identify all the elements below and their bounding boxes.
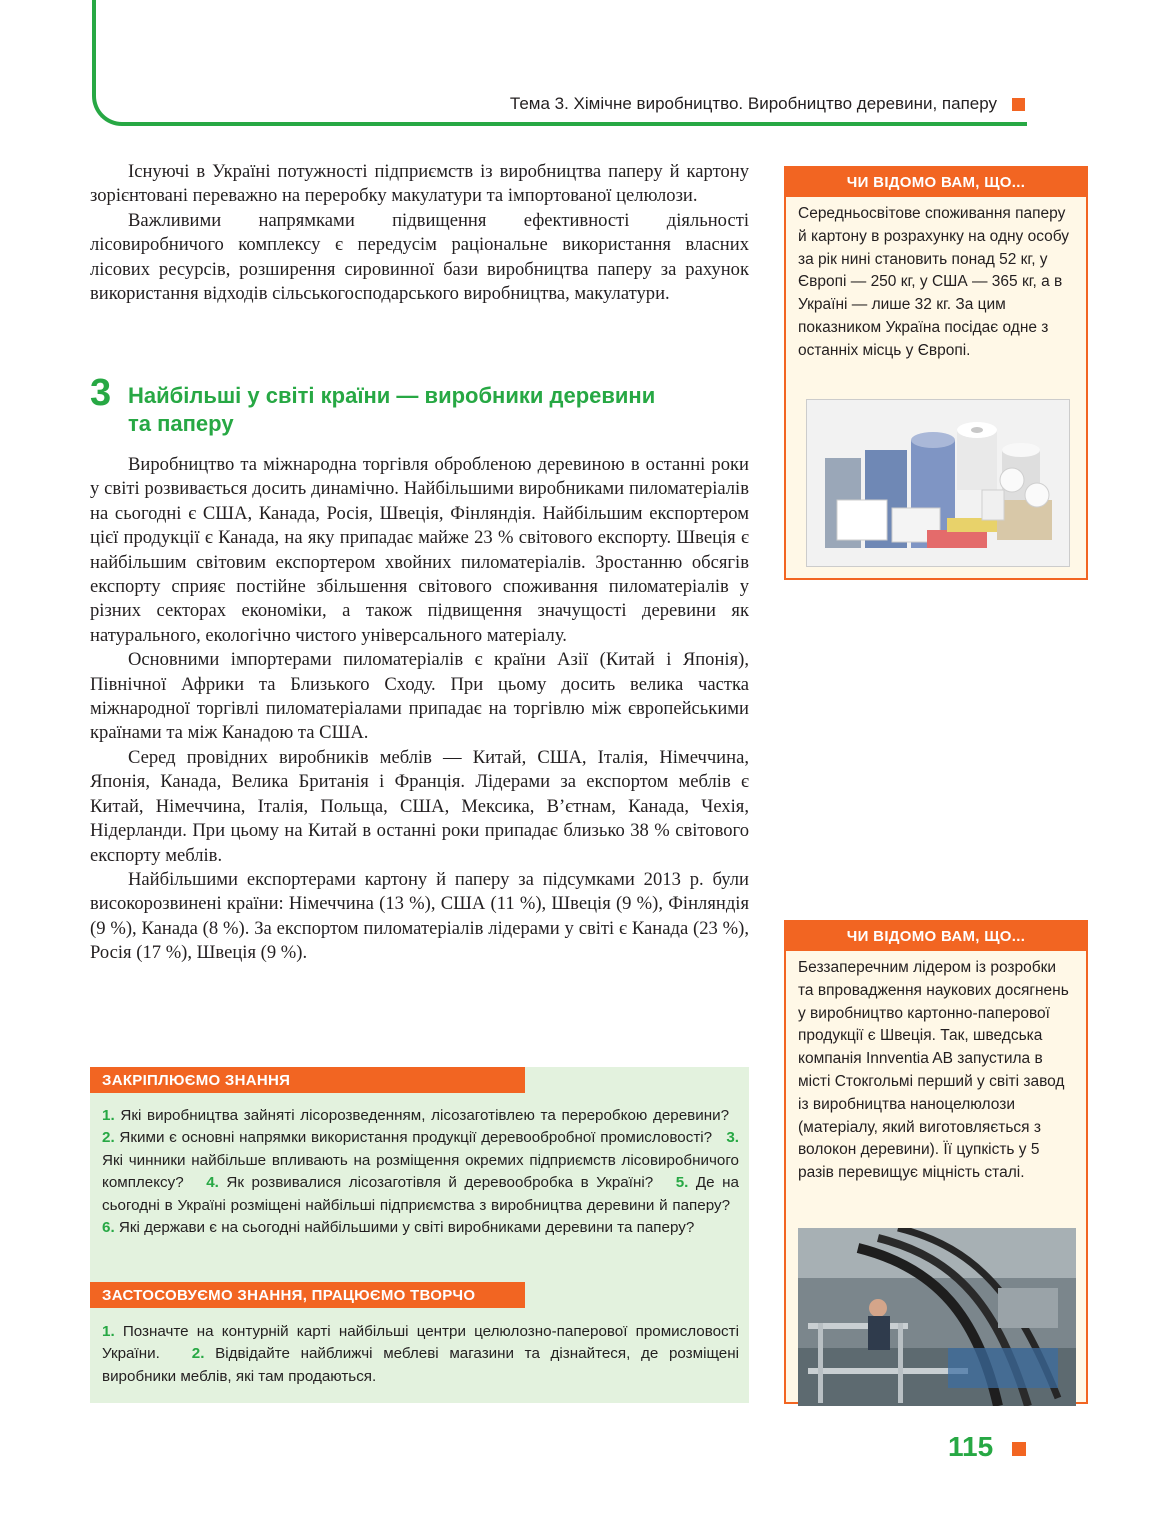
question-text: Якими є основні напрямки використання продукції деревообробної промисловості?: [119, 1129, 713, 1147]
question-text: Які держави є на сьогодні найбільшими у світі виробниками деревини та паперу?: [118, 1219, 695, 1237]
paragraph: Серед провідних виробників меблів — Китай, США, Італія, Німеччина, Японія, Канада, Велика Британія і Франція. Лідерами за експортом меблів є Китай, Німеччина, Італія, Польща, США, Мексика, В’єтнам, Канада, Чехія, Нідерланди. При цьому на Китай в останні роки припадає близько 38 % світового експорту меблів.: [90, 746, 749, 866]
section-title-line2: та паперу: [128, 411, 234, 436]
task-text: Позначте на контурній карті найбільші центри целюлозно-паперової промисловості України.: [102, 1323, 739, 1363]
question-text: Які чинники найбільше впливають на розміщення окремих підприємств лісовиробничого комплексу?: [102, 1151, 739, 1192]
question-number: 1.: [102, 1107, 115, 1124]
question-number: 6.: [102, 1219, 115, 1237]
review-questions-text: [102, 1105, 739, 1239]
question-text: Як розвивалися лісозаготівля й деревообробка в Україні?: [226, 1174, 654, 1192]
paragraph: Існуючі в Україні потужності підприємств із виробництва паперу й картону зорієнтовані переважно на переробку макулатури та імпортованої целюлози.: [90, 161, 749, 207]
paragraph: Виробництво та міжнародна торгівля обробленою деревиною в останні роки у світі розвивається досить динамічно. Найбільшими виробниками пиломатеріалів на сьогодні є США, Канада, Росія, Швеція, Фінляндія. Найбільшим експортером цієї продукції є Канада, на яку припадає майже 23 % світового експорту. Швеція є найбільшим світовим експортером хвойних пиломатеріалів. Зростанню обсягів експорту сприяє постійне збільшення світового споживання пиломатеріалів у різних секторах економіки, а також підвищення значущості деревини як натурального, екологічно чистого універсального матеріалу.: [90, 454, 749, 646]
question-text: Які виробництва зайняті лісорозведенням, лісозаготівлею та переробкою деревини?: [120, 1107, 730, 1124]
did-you-know-heading: ЧИ ВІДОМО ВАМ, ЩО...: [786, 168, 1086, 197]
section-number: 3: [90, 372, 112, 414]
task-number: 2.: [191, 1345, 205, 1363]
did-you-know-heading: ЧИ ВІДОМО ВАМ, ЩО...: [786, 922, 1086, 951]
did-you-know-text: Середньосвітове споживання паперу й картону в розрахунку на одну особу за рік нині становить понад 52 кг, у Європі — 250 кг, у США — 365 кг, а в Україні — лише 32 кг. За цим показником Україна посідає одне з останніх місць у Європі.: [798, 205, 1070, 359]
review-questions-block: [90, 1067, 749, 1403]
intro-text: [90, 160, 749, 306]
page-number: 115: [948, 1431, 994, 1462]
section-title-line1: Найбільші у світі країни — виробники деревини: [128, 383, 656, 408]
task-number: 1.: [102, 1323, 115, 1340]
question-number: 3.: [726, 1129, 739, 1147]
paragraph: Важливими напрямками підвищення ефективності діяльності лісовиробничого комплексу є передусім раціональне використання власних лісових ресурсів, розширення сировинної бази виробництва паперу за рахунок використання відходів сільськогосподарського виробництва, макулатури.: [90, 209, 749, 305]
paragraph: Основними імпортерами пиломатеріалів є країни Азії (Китай і Японія), Північної Африки та Близького Сходу. При цьому досить велика частка міжнародної торгівлі пиломатеріалами припадає на торгівлю між європейськими країнами та між Канадою та США.: [90, 649, 749, 744]
header-square-marker: [1012, 98, 1025, 111]
section-body: [90, 453, 749, 966]
task-text: Відвідайте найближчі меблеві магазини та дізнайтеся, де розміщені виробники меблів, які там продаються.: [102, 1345, 739, 1385]
did-you-know-box-2: [784, 920, 1088, 1404]
question-number: 2.: [102, 1129, 115, 1147]
review-heading: ЗАКРІПЛЮЄМО ЗНАННЯ: [90, 1067, 525, 1093]
did-you-know-text: Беззаперечним лідером із розробки та впровадження наукових досягнень у виробництво картонно-паперової продукції є Швеція. Так, шведська компанія Innventia AB запустила в місті Стокгольмі перший у світі завод із виробництва наноцелюлози (матеріалу, який виготовляється з волокон деревини). Її цупкість у 5 разів перевищує міцність сталі.: [798, 959, 1069, 1182]
running-header-title: Тема 3. Хімічне виробництво. Виробництво деревини, паперу: [509, 94, 997, 113]
question-number: 5.: [675, 1174, 689, 1192]
page-number-square-marker: [1012, 1442, 1026, 1456]
question-text: Де на сьогодні в Україні розміщені найбільші підприємства з виробництва деревини й паперу?: [102, 1174, 739, 1214]
factory-photo: [798, 1228, 1076, 1406]
paper-products-photo: [806, 399, 1070, 567]
question-number: 4.: [206, 1174, 219, 1192]
apply-tasks-text: [102, 1321, 739, 1388]
did-you-know-box-1: [784, 166, 1088, 580]
paragraph: Найбільшими експортерами картону й паперу за підсумками 2013 р. були високорозвинені країни: Німеччина (13 %), США (11 %), Швеція (9 %), Фінляндія (9 %), Канада (8 %). За експортом пиломатеріалів лідерами у світі є Канада (23 %), Росія (17 %), Швеція (9 %).: [90, 868, 749, 964]
section-title: [128, 382, 728, 438]
apply-heading: ЗАСТОСОВУЄМО ЗНАННЯ, ПРАЦЮЄМО ТВОРЧО: [90, 1282, 525, 1308]
